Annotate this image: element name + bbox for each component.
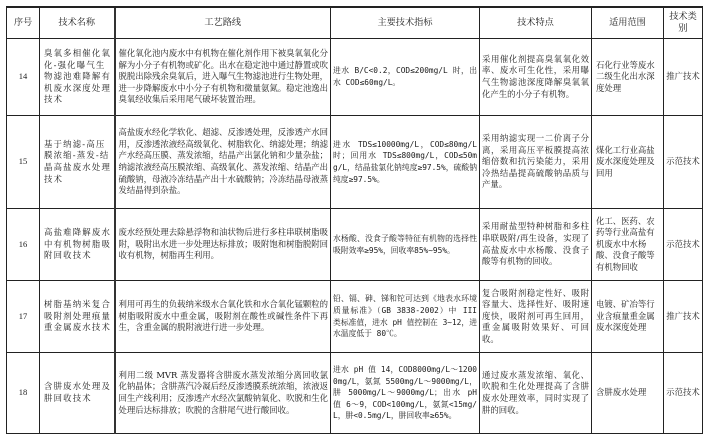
row-name: 基于纳滤-高压膜浓缩-蒸发-结晶高盐废水处理技术 bbox=[40, 116, 115, 209]
row-name: 树脂基纳米复合吸附剂处理痕量重金属废水技术 bbox=[40, 281, 115, 353]
row-features: 采用耐盐型特种树脂和多柱串联吸附/再生设备，实现了高盐废水中水杨酸、没食子酸等有机物的回收。 bbox=[480, 209, 592, 281]
table-row bbox=[7, 281, 703, 353]
header-row bbox=[7, 7, 703, 39]
row-scope: 电镀、矿冶等行业含痕量重金属废水深度处理 bbox=[592, 281, 664, 353]
row-process: 利用二级 MVR 蒸发器将含肼废水蒸发浓缩分离回收氯化钠晶体；含肼蒸汽冷凝后经反渗透膜系统浓缩，浓液返回生产线利用；反渗透产水经次氯酸钠氧化、吹脱和生化处理后达标排放；吹脱的含肼尾气进行酸回收。 bbox=[115, 353, 331, 434]
table-row bbox=[7, 39, 703, 116]
row-seq: 15 bbox=[7, 116, 40, 209]
row-name: 含肼废水处理及肼回收技术 bbox=[40, 353, 115, 434]
row-scope: 化工、医药、农药等行业高盐有机废水中水杨酸、没食子酸等有机物回收 bbox=[592, 209, 664, 281]
row-indicators: 铅、镉、砷、锑和铊可达到《地表水环境质量标准》（GB 3838-2002）中 III 类标准值，进水 pH 值控制在 3~12，进水温度低于 80℃。 bbox=[331, 281, 480, 353]
row-scope: 煤化工行业高盐废水深度处理及回用 bbox=[592, 116, 664, 209]
row-scope: 含肼废水处理 bbox=[592, 353, 664, 434]
header-features: 技术特点 bbox=[480, 7, 592, 39]
header-process: 工艺路线 bbox=[115, 7, 331, 39]
row-seq: 17 bbox=[7, 281, 40, 353]
row-category: 推广技术 bbox=[664, 39, 703, 116]
row-seq: 18 bbox=[7, 353, 40, 434]
row-features: 复合吸附剂稳定性好、吸附容量大、选择性好、吸附速度快，吸附剂可再生回用，重金属吸附效果好、可回收。 bbox=[480, 281, 592, 353]
row-seq: 16 bbox=[7, 209, 40, 281]
row-process: 利用可再生的负载纳米级水合氧化铁和水合氧化锰颗粒的树脂吸附废水中重金属，吸附剂在酸性或碱性条件下再生，含重金属的脱附液进行进一步处理。 bbox=[115, 281, 331, 353]
row-process: 催化氧化池内废水中有机物在催化剂作用下被臭氧氧化分解为小分子有机物或矿化。出水在稳定池中通过静置或吹脱脱出除残余臭氧后，进入曝气生物滤池进行生物处理，进一步降解废水中小分子有机物和微量氨氮。稳定池逸出臭氧经收集后采用尾气破坏装置治理。 bbox=[115, 39, 331, 116]
row-features: 采用纳滤实现一二价离子分离，采用高压平板膜提高浓缩倍数和抗污染能力，采用冷热结晶提高硫酸钠品质与产量。 bbox=[480, 116, 592, 209]
row-process: 高盐废水经化学软化、超滤、反渗透处理，反渗透产水回用，反渗透浓液经高级氧化、树脂软化、纳滤处理；纳滤产水经高压膜、蒸发浓缩，结晶产出氯化钠和少量杂盐；纳滤浓液经高压膜浓缩、高级氧化、蒸发浓缩、结晶产出硫酸钠，母液冷冻结晶产出十水硫酸钠；冷冻结晶母液蒸发结晶得到杂盐。 bbox=[115, 116, 331, 209]
row-category: 示范技术 bbox=[664, 116, 703, 209]
header-indicators: 主要技术指标 bbox=[331, 7, 480, 39]
table-row bbox=[7, 116, 703, 209]
technology-table bbox=[6, 6, 703, 434]
row-name: 高盐难降解废水中有机物树脂吸附回收技术 bbox=[40, 209, 115, 281]
header-name: 技术名称 bbox=[40, 7, 115, 39]
row-seq: 14 bbox=[7, 39, 40, 116]
row-features: 采用催化剂提高臭氧氧化效率、废水可生化性，采用曝气生物滤池深度降解臭氧氧化产生的小分子有机物。 bbox=[480, 39, 592, 116]
row-indicators: 进水 pH 值 14，COD8000mg/L～12000mg/L，氨氮 5500mg/L～9000mg/L，肼 5000mg/L～9000mg/L；出水 pH 值 6～9，COD<100mg/L，氨氮<15mg/L，肼<0.5mg/L，肼回收率≥65%。 bbox=[331, 353, 480, 434]
row-category: 示范技术 bbox=[664, 353, 703, 434]
row-features: 通过废水蒸发浓缩、氧化、吹脱和生化处理提高了含肼废水处理效率，同时实现了肼的回收。 bbox=[480, 353, 592, 434]
row-name: 臭氧多相催化氧化-强化曝气生物滤池难降解有机废水深度处理技术 bbox=[40, 39, 115, 116]
row-category: 示范技术 bbox=[664, 209, 703, 281]
row-process: 废水经预处理去除悬浮物和油状物后进行多柱串联树脂吸附，吸附出水进一步处理达标排放；吸附饱和树脂脱附回收有机物，树脂再生利用。 bbox=[115, 209, 331, 281]
row-scope: 石化行业等废水二级生化出水深度处理 bbox=[592, 39, 664, 116]
header-scope: 适用范围 bbox=[592, 7, 664, 39]
row-indicators: 进水 B/C<0.2，COD≤200mg/L 时，出水 COD≤60mg/L。 bbox=[331, 39, 480, 116]
row-indicators: 水杨酸、没食子酸等特征有机物的选择性吸附效率≥95%，回收率85%~95%。 bbox=[331, 209, 480, 281]
header-seq: 序号 bbox=[7, 7, 40, 39]
header-category: 技术类别 bbox=[664, 7, 703, 39]
row-category: 推广技术 bbox=[664, 281, 703, 353]
table-row bbox=[7, 353, 703, 434]
table-row bbox=[7, 209, 703, 281]
row-indicators: 进水 TDS≤10000mg/L，COD≤80mg/L 时；回用水 TDS≤800mg/L，COD≤50mg/L，结晶盐氯化钠纯度≥97.5%，硫酸钠纯度≥97.5%。 bbox=[331, 116, 480, 209]
